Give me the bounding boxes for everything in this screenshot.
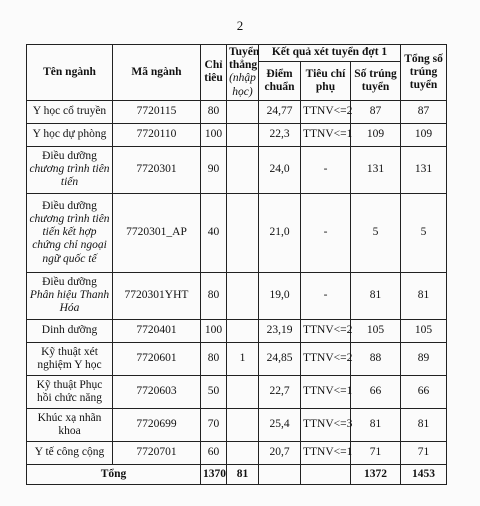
major-name-text: Y học cổ truyền xyxy=(32,105,107,118)
total-empty-score xyxy=(259,464,301,484)
total-admitted-cell: 109 xyxy=(401,123,447,146)
direct-admission-cell xyxy=(227,123,259,146)
total-admitted-sum: 1453 xyxy=(401,464,447,484)
major-code: 7720301 xyxy=(113,146,201,193)
header-quota: Chỉ tiêu xyxy=(201,45,227,101)
direct-admission-cell xyxy=(227,272,259,319)
quota-cell: 60 xyxy=(201,441,227,464)
quota-cell: 50 xyxy=(201,375,227,408)
table-row xyxy=(27,272,447,319)
header-cutoff-score: Điểm chuẩn xyxy=(259,61,301,100)
cutoff-score-cell: 24,85 xyxy=(259,342,301,375)
total-admitted-cell: 87 xyxy=(401,100,447,123)
total-admitted-cell: 105 xyxy=(401,319,447,342)
total-admitted-cell: 81 xyxy=(401,408,447,441)
total-direct-admission: 81 xyxy=(227,464,259,484)
major-program-note: chương trình tiên tiến xyxy=(29,163,110,189)
admitted-count-cell: 131 xyxy=(351,146,401,193)
quota-cell: 80 xyxy=(201,100,227,123)
criteria-cell: TTNV<=1 xyxy=(301,441,351,464)
total-quota: 1370 xyxy=(201,464,227,484)
admitted-count-cell: 71 xyxy=(351,441,401,464)
major-name xyxy=(27,193,113,272)
cutoff-score-cell: 22,7 xyxy=(259,375,301,408)
major-code: 7720301YHT xyxy=(113,272,201,319)
major-name-text: Kỹ thuật Phục hồi chức năng xyxy=(36,378,103,404)
major-name xyxy=(27,146,113,193)
major-code: 7720401 xyxy=(113,319,201,342)
total-admitted-cell: 5 xyxy=(401,193,447,272)
major-name xyxy=(27,441,113,464)
page-number: 2 xyxy=(236,18,244,33)
quota-cell: 100 xyxy=(201,319,227,342)
major-name-text: Dinh dưỡng xyxy=(41,324,98,337)
major-name xyxy=(27,123,113,146)
criteria-cell: TTNV<=1 xyxy=(301,375,351,408)
criteria-cell: TTNV<=2 xyxy=(301,342,351,375)
header-secondary-criteria: Tiêu chí phụ xyxy=(301,61,351,100)
total-empty-criteria xyxy=(301,464,351,484)
major-name xyxy=(27,375,113,408)
direct-admission-cell: 1 xyxy=(227,342,259,375)
major-name xyxy=(27,342,113,375)
cutoff-score-cell: 25,4 xyxy=(259,408,301,441)
major-name-text: Kỹ thuật xét nghiệm Y học xyxy=(37,345,102,371)
header-results-group: Kết quả xét tuyển đợt 1 xyxy=(259,45,401,62)
total-admitted-cell: 89 xyxy=(401,342,447,375)
major-name-text: Điều dưỡng xyxy=(42,276,97,289)
quota-cell: 70 xyxy=(201,408,227,441)
total-admitted-count: 1372 xyxy=(351,464,401,484)
major-name xyxy=(27,408,113,441)
major-code: 7720115 xyxy=(113,100,201,123)
admitted-count-cell: 81 xyxy=(351,408,401,441)
cutoff-score-cell: 19,0 xyxy=(259,272,301,319)
major-name-text: Y học dự phòng xyxy=(32,128,107,141)
table-row xyxy=(27,193,447,272)
criteria-cell: TTNV<=1 xyxy=(301,123,351,146)
header-major-name: Tên ngành xyxy=(27,45,113,101)
admitted-count-cell: 87 xyxy=(351,100,401,123)
admitted-count-cell: 88 xyxy=(351,342,401,375)
major-program-note: Phân hiệu Thanh Hóa xyxy=(29,289,110,315)
quota-cell: 80 xyxy=(201,272,227,319)
major-code: 7720301_AP xyxy=(113,193,201,272)
header-direct-admission xyxy=(227,45,259,101)
direct-admission-cell xyxy=(227,441,259,464)
quota-cell: 40 xyxy=(201,193,227,272)
header-direct-admission-label: Tuyển thẳng xyxy=(229,46,260,72)
total-label: Tổng xyxy=(27,464,201,484)
admitted-count-cell: 5 xyxy=(351,193,401,272)
direct-admission-cell xyxy=(227,146,259,193)
header-direct-admission-note: (nhập học) xyxy=(229,72,256,98)
cutoff-score-cell: 24,0 xyxy=(259,146,301,193)
header-total-admitted: Tổng số trúng tuyển xyxy=(401,45,447,101)
direct-admission-cell xyxy=(227,100,259,123)
criteria-cell: TTNV<=2 xyxy=(301,100,351,123)
major-name-text: Điều dưỡng xyxy=(42,150,97,163)
admitted-count-cell: 66 xyxy=(351,375,401,408)
admitted-count-cell: 109 xyxy=(351,123,401,146)
table-row xyxy=(27,123,447,146)
table-row xyxy=(27,441,447,464)
total-admitted-cell: 81 xyxy=(401,272,447,319)
major-name-text: Điều dưỡng xyxy=(42,199,97,212)
major-code: 7720701 xyxy=(113,441,201,464)
total-admitted-cell: 71 xyxy=(401,441,447,464)
major-name xyxy=(27,319,113,342)
total-admitted-cell: 131 xyxy=(401,146,447,193)
quota-cell: 90 xyxy=(201,146,227,193)
cutoff-score-cell: 23,19 xyxy=(259,319,301,342)
cutoff-score-cell: 21,0 xyxy=(259,193,301,272)
major-name xyxy=(27,100,113,123)
header-admitted-count: Số trúng tuyển xyxy=(351,61,401,100)
quota-cell: 100 xyxy=(201,123,227,146)
criteria-cell: - xyxy=(301,272,351,319)
major-name-text: Khúc xạ nhãn khoa xyxy=(37,411,102,437)
direct-admission-cell xyxy=(227,193,259,272)
admitted-count-cell: 81 xyxy=(351,272,401,319)
total-row xyxy=(27,464,447,484)
criteria-cell: - xyxy=(301,193,351,272)
major-code: 7720601 xyxy=(113,342,201,375)
criteria-cell: - xyxy=(301,146,351,193)
total-admitted-cell: 66 xyxy=(401,375,447,408)
criteria-cell: TTNV<=3 xyxy=(301,408,351,441)
criteria-cell: TTNV<=2 xyxy=(301,319,351,342)
direct-admission-cell xyxy=(227,375,259,408)
table-row xyxy=(27,342,447,375)
table-row xyxy=(27,408,447,441)
direct-admission-cell xyxy=(227,408,259,441)
quota-cell: 80 xyxy=(201,342,227,375)
admitted-count-cell: 105 xyxy=(351,319,401,342)
table-row xyxy=(27,375,447,408)
table-row xyxy=(27,100,447,123)
direct-admission-cell xyxy=(227,319,259,342)
major-code: 7720110 xyxy=(113,123,201,146)
table-row xyxy=(27,319,447,342)
major-name-text: Y tế công cộng xyxy=(34,446,105,459)
cutoff-score-cell: 22,3 xyxy=(259,123,301,146)
cutoff-score-cell: 24,77 xyxy=(259,100,301,123)
major-program-note: chương trình tiên tiến kết hợp chứng chỉ ngoại ngữ quốc tế xyxy=(29,213,110,265)
major-code: 7720603 xyxy=(113,375,201,408)
admission-results-table xyxy=(26,44,447,485)
table-row xyxy=(27,146,447,193)
header-major-code: Mã ngành xyxy=(113,45,201,101)
cutoff-score-cell: 20,7 xyxy=(259,441,301,464)
major-name xyxy=(27,272,113,319)
major-code: 7720699 xyxy=(113,408,201,441)
